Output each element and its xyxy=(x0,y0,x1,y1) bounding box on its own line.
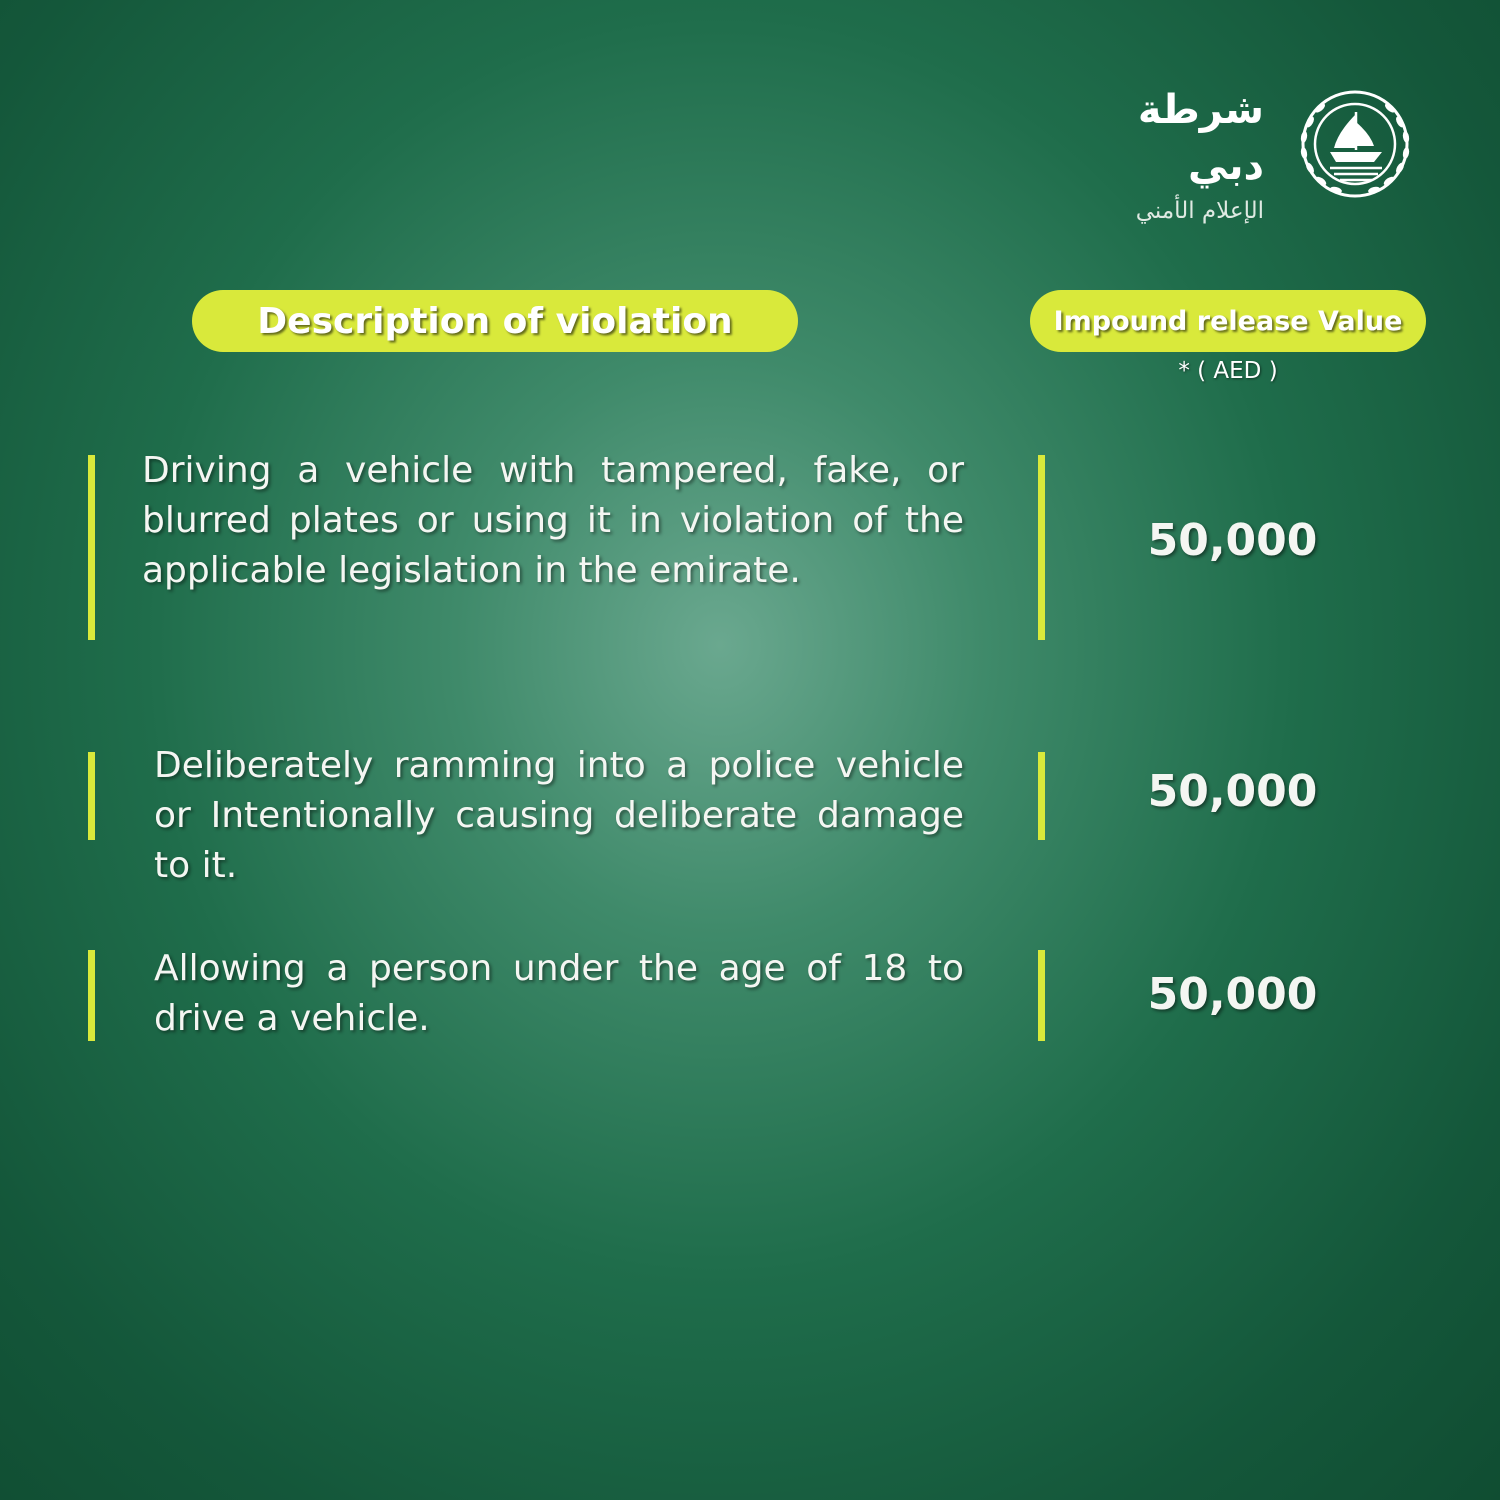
row-accent-bar xyxy=(88,455,95,640)
violation-description: Driving a vehicle with tampered, fake, or blurred plates or using it in violation of the applicable legislation in the emirate. xyxy=(142,450,964,591)
value-accent-bar xyxy=(1038,752,1045,840)
impound-value: 50,000 xyxy=(1147,969,1318,1020)
impound-value: 50,000 xyxy=(1147,766,1318,817)
value-accent-bar xyxy=(1038,455,1045,640)
dubai-police-emblem-icon xyxy=(1290,82,1420,206)
violation-description: Allowing a person under the age of 18 to drive a vehicle. xyxy=(154,948,964,1039)
row-accent-bar xyxy=(88,752,95,840)
impound-value: 50,000 xyxy=(1147,515,1318,566)
value-accent-bar xyxy=(1038,950,1045,1041)
impound-value-header: Impound release Value xyxy=(1030,290,1426,352)
violation-description: Deliberately ramming into a police vehicle or Intentionally causing deliberate damage to it. xyxy=(154,745,964,886)
row-accent-bar xyxy=(88,950,95,1041)
logo-subtitle: الإعلام الأمني xyxy=(1135,198,1264,224)
description-header: Description of violation xyxy=(192,290,798,352)
dubai-police-logo xyxy=(1062,82,1422,224)
currency-note: * ( AED ) xyxy=(1178,358,1278,384)
logo-title: شرطة دبي xyxy=(1137,87,1264,189)
logo-text xyxy=(1062,82,1264,228)
